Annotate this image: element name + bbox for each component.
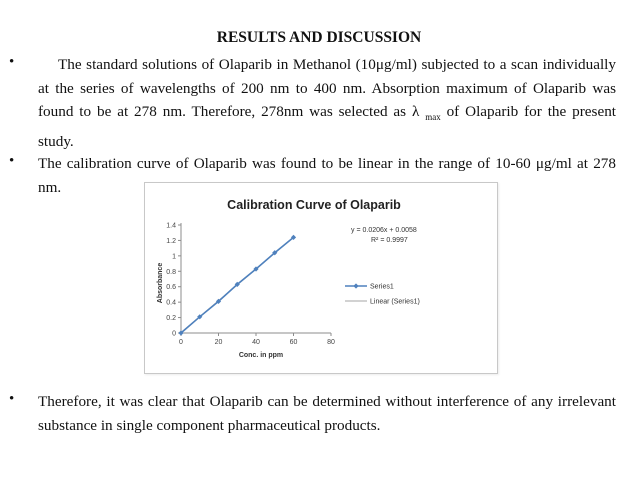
calibration-chart: [144, 182, 498, 374]
x-tick-label: 20: [214, 339, 223, 346]
legend-trendline-label: Linear (Series1): [370, 298, 420, 306]
r-squared-label: R² = 0.9997: [371, 237, 408, 244]
x-tick-label: 0: [179, 339, 183, 346]
chart-canvas: [145, 183, 497, 373]
y-tick-label: 0: [172, 330, 176, 338]
section-heading: RESULTS AND DISCUSSION: [216, 29, 422, 46]
legend-series-label: Series1: [370, 283, 394, 291]
x-tick-label: 60: [289, 339, 298, 346]
lambda-max-subscript: max: [425, 112, 441, 123]
x-tick-label: 40: [252, 339, 260, 346]
y-tick-label: 1.2: [166, 237, 176, 245]
y-axis-label: Absorbance: [157, 262, 164, 304]
paragraph-conclusion: Therefore, it was clear that Olaparib can be determined without interference of any irrelevant substance in single component pharmaceutical products.: [38, 393, 616, 434]
paragraph-text: of Olaparib for the present study.: [38, 103, 617, 150]
paragraph-text: The standard solutions of Olaparib in Methanol (10μg/ml) subjected to a scan individually at the series of wavelengths of 200 nm to 400 nm. Absorption maximum of Olaparib was found to be at 278 nm. Therefore, 278nm was selected as λ: [38, 56, 616, 120]
trendline-equation: y = 0.0206x + 0.0058: [351, 227, 417, 234]
bullet-2: •: [9, 153, 15, 169]
x-tick-label: 80: [327, 339, 335, 346]
y-tick-label: 0.6: [166, 284, 176, 292]
x-axis-label: Conc. in ppm: [238, 352, 284, 359]
bullet-1: •: [9, 54, 15, 70]
y-tick-label: 0.2: [166, 315, 176, 323]
y-tick-label: 1.4: [166, 222, 176, 230]
bullet-3: •: [9, 391, 15, 407]
y-tick-label: 0.8: [166, 268, 176, 276]
legend-series-marker: [353, 283, 358, 288]
y-tick-label: 0.4: [166, 299, 176, 307]
y-tick-label: 1: [172, 253, 176, 261]
paragraph-scan-wavelength: [38, 53, 616, 153]
paragraph-calibration-range: The calibration curve of Olaparib was found to be linear in the range of 10-60 μg/ml at 278 nm.: [38, 155, 616, 196]
chart-title: Calibration Curve of Olaparib: [227, 198, 401, 212]
